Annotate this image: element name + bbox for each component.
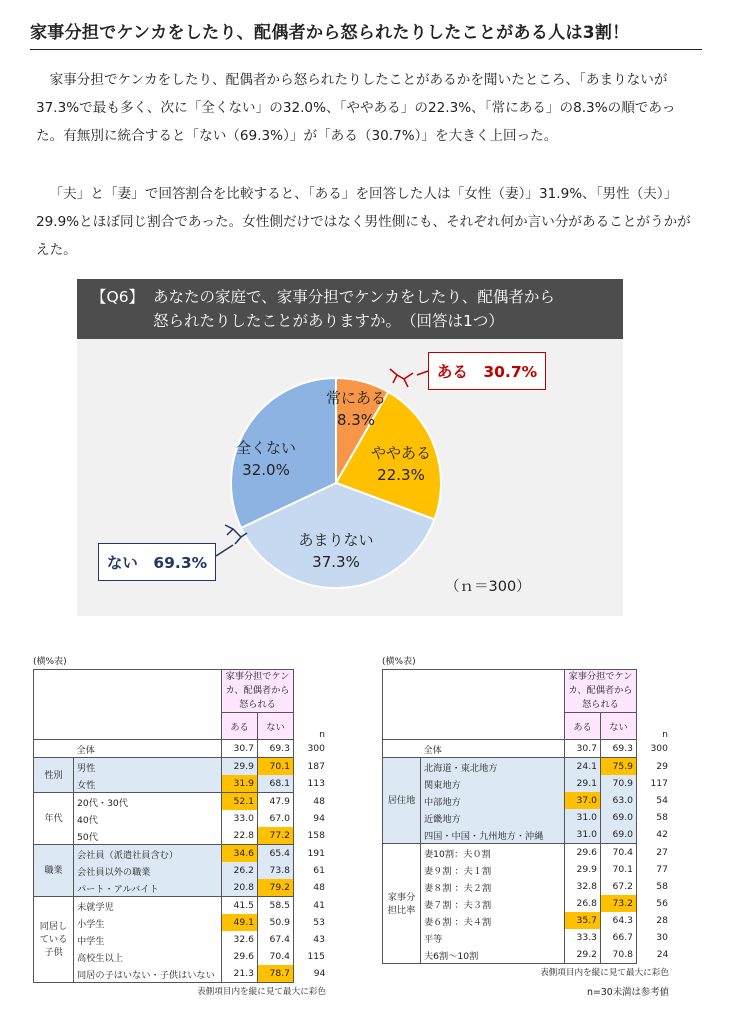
- sample-size-note: （ｎ＝300）: [445, 579, 531, 595]
- cell-n: 58: [656, 881, 668, 892]
- row-label: 妻６割 ：夫４割: [424, 916, 492, 928]
- pie-chart-panel: [77, 279, 623, 616]
- row-label: 夫6割～10割: [421, 946, 565, 964]
- column-header: ない: [601, 713, 637, 740]
- cell-nai: 67.0: [258, 810, 294, 827]
- cell-aru: 26.2: [222, 862, 258, 879]
- row-label: 40代: [77, 814, 98, 826]
- row-label: 中部地方: [421, 792, 565, 809]
- leader-aru: [417, 371, 428, 375]
- row-label: 会社員（派遣社員含む）: [74, 845, 222, 863]
- header-gap: [294, 670, 326, 713]
- page-heading: 家事分担でケンカをしたり、配偶者から怒られたりしたことがある人は3割！: [30, 18, 702, 50]
- row-label: 近畿地方: [421, 809, 565, 826]
- header-blank: [34, 670, 222, 740]
- cell-aru: 41.5: [222, 897, 258, 915]
- cell-aru: 29.9: [565, 861, 601, 878]
- column-header: ある: [222, 713, 258, 740]
- bracket-aru: [390, 369, 413, 387]
- slice-label-4: 全くない: [235, 439, 297, 457]
- slice-label-1: 常にある: [325, 389, 387, 407]
- cell-aru: 24.1: [565, 758, 601, 776]
- cell-nai: 65.4: [258, 845, 294, 863]
- cell-nai: 64.3: [601, 912, 637, 929]
- cell-aru: 29.1: [565, 775, 601, 792]
- row-label: 妻７割 ：夫３割: [424, 899, 492, 911]
- cell-aru: 37.0: [565, 792, 601, 809]
- cell-nai: 70.9: [601, 775, 637, 792]
- row-label: パート・アルバイト: [74, 879, 222, 897]
- crosstab-table: [382, 669, 669, 964]
- callout-nai-total: ない 69.3%: [98, 543, 216, 581]
- cell-n: 27: [656, 846, 668, 858]
- leader-nai: [216, 545, 233, 556]
- cell-n: 61: [313, 865, 325, 876]
- cell-aru: 31.9: [222, 775, 258, 793]
- row-group-label: 性別: [34, 758, 74, 793]
- cell-aru: 30.7: [565, 740, 601, 758]
- row-label: 男性: [74, 758, 222, 776]
- cell-nai: 67.2: [601, 878, 637, 895]
- cell-nai: 70.1: [258, 758, 294, 776]
- cell-n: 48: [313, 795, 325, 807]
- cell-aru: 21.3: [222, 965, 258, 983]
- cell-aru: 29.6: [565, 844, 601, 862]
- cell-aru: 29.6: [222, 948, 258, 965]
- column-header: ある: [565, 713, 601, 740]
- slice-value-2: 22.3%: [377, 466, 425, 484]
- cell-aru: 31.0: [565, 826, 601, 844]
- cell-n: 187: [307, 760, 325, 772]
- header-gap: [637, 670, 669, 713]
- table-note-reference: n=30未満は参考値: [587, 987, 669, 998]
- cell-aru: 20.8: [222, 879, 258, 897]
- row-label: 高校生以上: [77, 952, 123, 964]
- cell-nai: 70.4: [601, 844, 637, 862]
- table-caption: (横%表): [382, 657, 416, 667]
- cell-n: 30: [656, 932, 668, 943]
- cell-nai: 73.8: [258, 862, 294, 879]
- cell-aru: 29.9: [222, 758, 258, 776]
- question-number: 【Q6】: [91, 288, 145, 306]
- cell-n: 41: [313, 899, 325, 911]
- cell-nai: 70.1: [601, 861, 637, 878]
- cell-n: 113: [307, 778, 325, 790]
- row-group-label: 家事分 担比率: [383, 844, 421, 964]
- row-group-label: 同居し ている 子供: [34, 897, 74, 983]
- cell-n: 29: [656, 760, 668, 772]
- cell-nai: 69.0: [601, 826, 637, 844]
- row-label: 妻９割 ：夫１割: [424, 865, 492, 877]
- row-group-blank: [34, 740, 74, 758]
- row-label: 妻８割 ：夫２割: [424, 882, 492, 894]
- row-label: 四国・中国・九州地方・沖縄: [421, 826, 565, 844]
- cell-n: 56: [656, 898, 668, 909]
- row-label: 会社員以外の職業: [74, 862, 222, 879]
- cell-nai: 77.2: [258, 827, 294, 845]
- row-label: 小学生: [77, 918, 105, 930]
- cell-nai: 68.1: [258, 775, 294, 793]
- cell-nai: 79.2: [258, 879, 294, 897]
- cell-nai: 58.5: [258, 897, 294, 915]
- cell-n: 53: [313, 917, 325, 928]
- cell-n: 24: [656, 949, 669, 961]
- row-label: 全体: [74, 740, 222, 758]
- cell-nai: 69.3: [258, 740, 294, 758]
- row-label: 関東地方: [421, 775, 565, 792]
- row-label: 妻10割：夫０割: [421, 844, 565, 862]
- slice-label-2: ややある: [370, 444, 432, 462]
- question-header: 家事分担でケンカ、配偶者から怒られる: [222, 670, 294, 713]
- cell-aru: 34.6: [222, 845, 258, 863]
- cell-nai: 70.8: [601, 946, 637, 964]
- cell-n: 300: [650, 743, 668, 754]
- slice-value-3: 37.3%: [312, 553, 360, 571]
- cell-n: 43: [313, 934, 325, 945]
- row-label: 未就学児: [74, 897, 222, 915]
- cell-aru: 22.8: [222, 827, 258, 845]
- cell-nai: 47.9: [258, 793, 294, 811]
- cell-nai: 63.0: [601, 792, 637, 809]
- cell-n: 115: [307, 951, 325, 962]
- cell-n: 77: [656, 864, 668, 875]
- slice-label-3: あまりない: [298, 531, 374, 549]
- row-label: 50代: [77, 831, 98, 843]
- cell-n: 28: [656, 915, 668, 926]
- cell-aru: 33.3: [565, 929, 601, 946]
- cell-n: 191: [307, 847, 325, 859]
- cell-n: 58: [656, 812, 668, 823]
- row-label: 20代・30代: [74, 793, 222, 811]
- cell-aru: 35.7: [565, 912, 601, 929]
- cell-aru: 32.8: [565, 878, 601, 895]
- cell-nai: 69.0: [601, 809, 637, 826]
- cell-nai: 78.7: [258, 965, 294, 983]
- cell-nai: 50.9: [258, 914, 294, 931]
- cell-nai: 73.2: [601, 895, 637, 912]
- cell-aru: 33.0: [222, 810, 258, 827]
- cell-aru: 32.6: [222, 931, 258, 948]
- table-note: 表側項目内を縦に見て最大に彩色: [540, 968, 669, 978]
- paragraph-overview: 家事分担でケンカをしたり、配偶者から怒られたりしたことがあるかを聞いたところ、「あまりないが37.3%で最も多く、次に「全くない」の32.0%、「ややある」の22.3%、「常にある」の8.3%の順であった。有無別に統合すると「ない（69.3%）」が「ある（30.7%）」を大きく上回った。: [36, 72, 676, 144]
- cell-n: 94: [313, 968, 326, 980]
- cell-aru: 29.2: [565, 946, 601, 964]
- cell-aru: 30.7: [222, 740, 258, 758]
- question-text-line1: あなたの家庭で、家事分担でケンカをしたり、配偶者から: [153, 288, 555, 306]
- row-label: 中学生: [77, 935, 105, 947]
- row-group-label: 職業: [34, 845, 74, 897]
- row-label: 北海道・東北地方: [421, 758, 565, 776]
- table-caption: (横%表): [33, 657, 67, 667]
- column-header-n: n: [662, 728, 668, 740]
- cell-n: 158: [307, 830, 325, 842]
- cell-nai: 66.7: [601, 929, 637, 946]
- column-header-n: n: [319, 728, 325, 740]
- row-label: 女性: [74, 775, 222, 793]
- crosstab-left: [33, 654, 326, 997]
- cell-n: 300: [307, 743, 325, 754]
- cell-n: 54: [656, 795, 668, 806]
- question-text-line2: 怒られたりしたことがありますか。 （回答は1つ）: [153, 312, 504, 330]
- row-group-blank: [383, 740, 421, 758]
- cell-aru: 49.1: [222, 914, 258, 931]
- question-header: 家事分担でケンカ、配偶者から怒られる: [565, 670, 637, 713]
- cell-n: 117: [650, 778, 668, 789]
- row-label: 同居の子はいない・子供はいない: [74, 965, 222, 983]
- crosstab-right: [382, 654, 669, 998]
- cell-aru: 31.0: [565, 809, 601, 826]
- callout-aru-total: ある 30.7%: [428, 352, 546, 390]
- cell-nai: 75.9: [601, 758, 637, 776]
- table-note: 表側項目内を縦に見て最大に彩色: [197, 987, 326, 997]
- header-blank: [383, 670, 565, 740]
- cell-aru: 52.1: [222, 793, 258, 811]
- cell-nai: 67.4: [258, 931, 294, 948]
- slice-value-4: 32.0%: [242, 461, 290, 479]
- paragraph-comparison: 「夫」と「妻」で回答割合を比較すると、「ある」を回答した人は「女性（妻）」31.9%、「男性（夫）」29.9%とほぼ同じ割合であった。女性側だけではなく男性側にも、それぞれ何か言い分があることがうかがえた。: [36, 186, 691, 258]
- cell-nai: 69.3: [601, 740, 637, 758]
- cell-n: 94: [313, 813, 325, 824]
- cell-n: 48: [313, 882, 325, 894]
- column-header: ない: [258, 713, 294, 740]
- row-label: 全体: [421, 740, 565, 758]
- slice-value-1: 8.3%: [336, 411, 376, 429]
- row-label: 平等: [424, 933, 443, 945]
- crosstab-table: [33, 669, 326, 983]
- row-group-label: 居住地: [383, 758, 421, 844]
- cell-n: 42: [656, 829, 668, 841]
- row-group-label: 年代: [34, 793, 74, 845]
- cell-nai: 70.4: [258, 948, 294, 965]
- cell-aru: 26.8: [565, 895, 601, 912]
